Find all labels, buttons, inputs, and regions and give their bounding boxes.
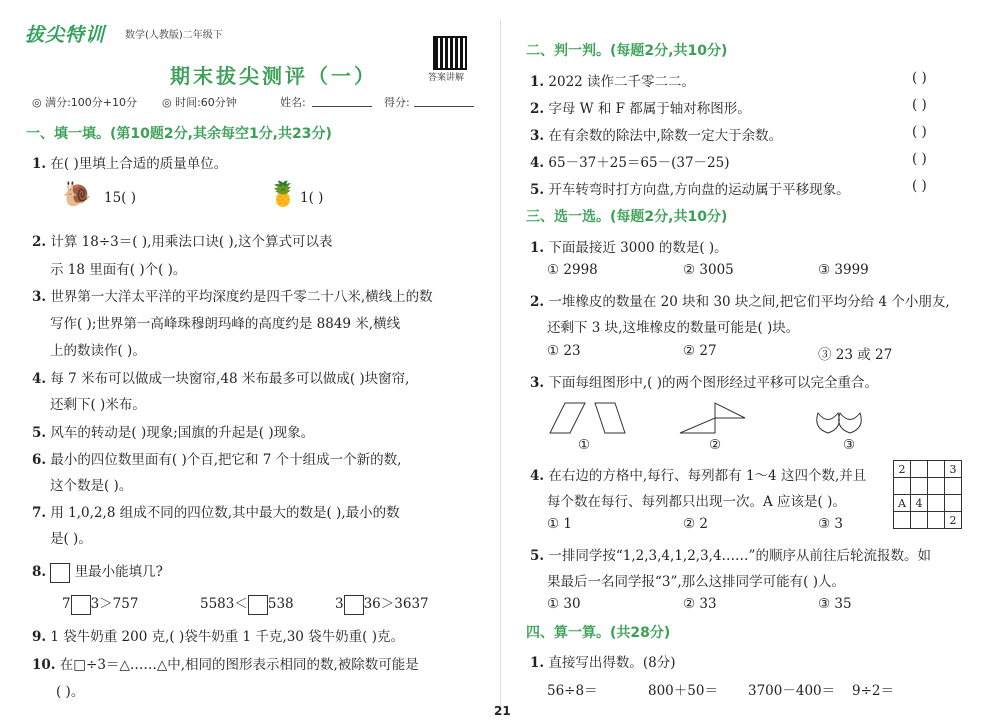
grid-cell (945, 495, 962, 512)
answer-box[interactable] (344, 595, 364, 615)
time-limit: ◎ 时间:60分钟 (162, 96, 237, 109)
grid-cell: 4 (911, 495, 928, 512)
column-divider (500, 20, 501, 710)
q6-line2: 这个数是( )。 (50, 478, 133, 494)
name-line[interactable] (312, 106, 372, 107)
score-line[interactable] (414, 106, 474, 107)
q8-item-c: 3 36＞3637 (335, 592, 429, 615)
answer-box[interactable] (71, 595, 91, 615)
q10-line1: 10. 在□÷3＝△……△中,相同的图形表示相同的数,被除数可能是 (32, 657, 419, 673)
choice-5-opt-2[interactable]: ② 33 (683, 596, 717, 612)
judge-2-mark[interactable]: ( ) (912, 97, 927, 113)
choice-3: 3. 下面每组图形中,( )的两个图形经过平移可以完全重合。 (530, 375, 879, 391)
triangle-b (715, 403, 745, 418)
grid-cell (911, 478, 928, 495)
choice-5-line2: 果最后一名同学报“3”,那么这排同学可能有( )人。 (547, 574, 846, 590)
judge-4: 4. 65－37＋25＝65－(37－25) (530, 155, 730, 171)
number-grid (893, 460, 962, 529)
choice-1-opt-3[interactable]: ③ 3999 (818, 262, 869, 278)
snail-icon: 🐌 (62, 180, 92, 208)
q3-line1: 3. 世界第一大洋太平洋的平均深度约是四千零二十八米,横线上的数 (32, 289, 433, 305)
section-3-heading: 三、选一选。(每题2分,共10分) (526, 209, 728, 225)
name-label: 姓名: (280, 96, 306, 109)
q9: 9. 1 袋牛奶重 200 克,( )袋牛奶重 1 千克,30 袋牛奶重( )克。 (32, 629, 404, 645)
brand-logo: 拔尖特训 (25, 24, 106, 46)
calc-item: 3700－400＝ (748, 683, 836, 699)
judge-1-mark[interactable]: ( ) (912, 70, 927, 86)
grid-cell (911, 512, 928, 529)
shape-groups (540, 398, 960, 438)
page-title: 期末拔尖测评（一） (170, 64, 377, 88)
subject-label: 数学(人教版)二年级下 (125, 30, 223, 41)
q8-item-a: 7 3＞757 (62, 592, 138, 615)
grid-cell (928, 478, 945, 495)
choice-5-line1: 5. 一排同学按“1,2,3,4,1,2,3,4……”的顺序从前往后轮流报数。如 (530, 548, 931, 564)
choice-1-opt-1[interactable]: ① 2998 (547, 262, 598, 278)
judge-3-mark[interactable]: ( ) (912, 124, 927, 140)
judge-5-mark[interactable]: ( ) (912, 178, 927, 194)
q10-line2: ( )。 (56, 684, 85, 700)
q4-line2: 还剩下( )米布。 (50, 397, 146, 413)
choice-2-opt-1[interactable]: ① 23 (547, 343, 581, 359)
choice-5-opt-1[interactable]: ① 30 (547, 596, 581, 612)
grid-cell (928, 512, 945, 529)
choice-2-opt-3[interactable]: ③ 23 或 27 (818, 347, 893, 363)
q4-line1: 4. 每 7 米布可以做成一块窗帘,48 米布最多可以做成( )块窗帘, (32, 371, 410, 387)
grid-cell (928, 495, 945, 512)
choice-5-opt-3[interactable]: ③ 35 (818, 596, 852, 612)
q8: 8. 里最小能填几? (32, 560, 163, 583)
q7: 7. 用 1,0,2,8 组成不同的四位数,其中最大的数是( ),最小的数 (32, 505, 400, 521)
grid-cell: 3 (945, 461, 962, 478)
page-number: 21 (494, 704, 511, 718)
answer-box[interactable] (50, 563, 70, 583)
qr-label: 答案讲解 (428, 73, 465, 83)
calc-item: 800＋50＝ (648, 683, 718, 699)
grid-cell (894, 512, 911, 529)
q8-item-b: 5583＜ 538 (200, 592, 294, 615)
q2-line2: 示 18 里面有( )个( )。 (50, 262, 187, 278)
triangle-a (680, 418, 715, 433)
choice-4-opt-2[interactable]: ② 2 (683, 516, 708, 532)
q2-line1: 2. 计算 18÷3＝( ),用乘法口诀( ),这个算式可以表 (32, 234, 333, 250)
parallelogram-b (595, 403, 625, 433)
parallelogram-a (550, 403, 585, 433)
q3-line3: 上的数读作( )。 (50, 343, 146, 359)
section-4-heading: 四、算一算。(共28分) (526, 625, 671, 641)
section-2-heading: 二、判一判。(每题2分,共10分) (526, 43, 728, 59)
choice-2-line1: 2. 一堆橡皮的数量在 20 块和 30 块之间,把它们平均分给 4 个小朋友, (530, 294, 950, 310)
leaf-shape-b (839, 413, 862, 433)
choice-4-opt-1[interactable]: ① 1 (547, 516, 572, 532)
shape-label-3[interactable]: ③ (843, 437, 856, 453)
q3-line2: 写作( );世界第一高峰珠穆朗玛峰的高度约是 8849 米,横线 (50, 316, 401, 332)
shape-label-2[interactable]: ② (709, 437, 722, 453)
judge-5: 5. 开车转弯时打方向盘,方向盘的运动属于平移现象。 (530, 182, 850, 198)
grid-cell (945, 478, 962, 495)
score-label: 得分: (384, 96, 410, 109)
grid-cell (928, 461, 945, 478)
grid-cell (894, 478, 911, 495)
choice-2-opt-2[interactable]: ② 27 (683, 343, 717, 359)
q5: 5. 风车的转动是( )现象;国旗的升起是( )现象。 (32, 425, 315, 441)
leaf-shape-a (817, 413, 840, 433)
answer-box[interactable] (248, 595, 268, 615)
judge-3: 3. 在有余数的除法中,除数一定大于余数。 (530, 128, 783, 144)
choice-1: 1. 下面最接近 3000 的数是( )。 (530, 240, 728, 256)
grid-cell (911, 461, 928, 478)
q7-line2: 是( )。 (50, 531, 92, 547)
choice-1-opt-2[interactable]: ② 3005 (683, 262, 734, 278)
choice-2-line2: 还剩下 3 块,这堆橡皮的数量可能是( )块。 (547, 320, 800, 336)
calc-item: 56÷8＝ (547, 683, 598, 699)
section-1-heading: 一、填一填。(第10题2分,其余每空1分,共23分) (26, 126, 332, 142)
judge-2: 2. 字母 W 和 F 都属于轴对称图形。 (530, 101, 751, 117)
pineapple-icon: 🍍 (268, 180, 298, 208)
grid-cell: A (894, 495, 911, 512)
shape-label-1[interactable]: ① (578, 437, 591, 453)
q1-snail-blank: 15( ) (104, 190, 137, 206)
qr-code-icon[interactable] (433, 36, 467, 70)
judge-1: 1. 2022 读作二千零二二。 (530, 74, 696, 90)
q1-pineapple-blank: 1( ) (300, 190, 324, 206)
choice-4-line1: 4. 在右边的方格中,每行、每列都有 1～4 这四个数,并且 (530, 468, 867, 484)
full-score: ◎ 满分:100分+10分 (32, 96, 138, 109)
grid-cell: 2 (945, 512, 962, 529)
choice-4-opt-3[interactable]: ③ 3 (818, 516, 843, 532)
grid-cell: 2 (894, 461, 911, 478)
calc-item: 9÷2＝ (852, 683, 894, 699)
choice-4-line2: 每个数在每行、每列都只出现一次。A 应该是( )。 (547, 494, 846, 510)
calc-1: 1. 直接写出得数。(8分) (530, 655, 676, 671)
q1: 1. 在( )里填上合适的质量单位。 (32, 156, 228, 172)
q6-line1: 6. 最小的四位数里面有( )个百,把它和 7 个十组成一个新的数, (32, 452, 402, 468)
judge-4-mark[interactable]: ( ) (912, 151, 927, 167)
